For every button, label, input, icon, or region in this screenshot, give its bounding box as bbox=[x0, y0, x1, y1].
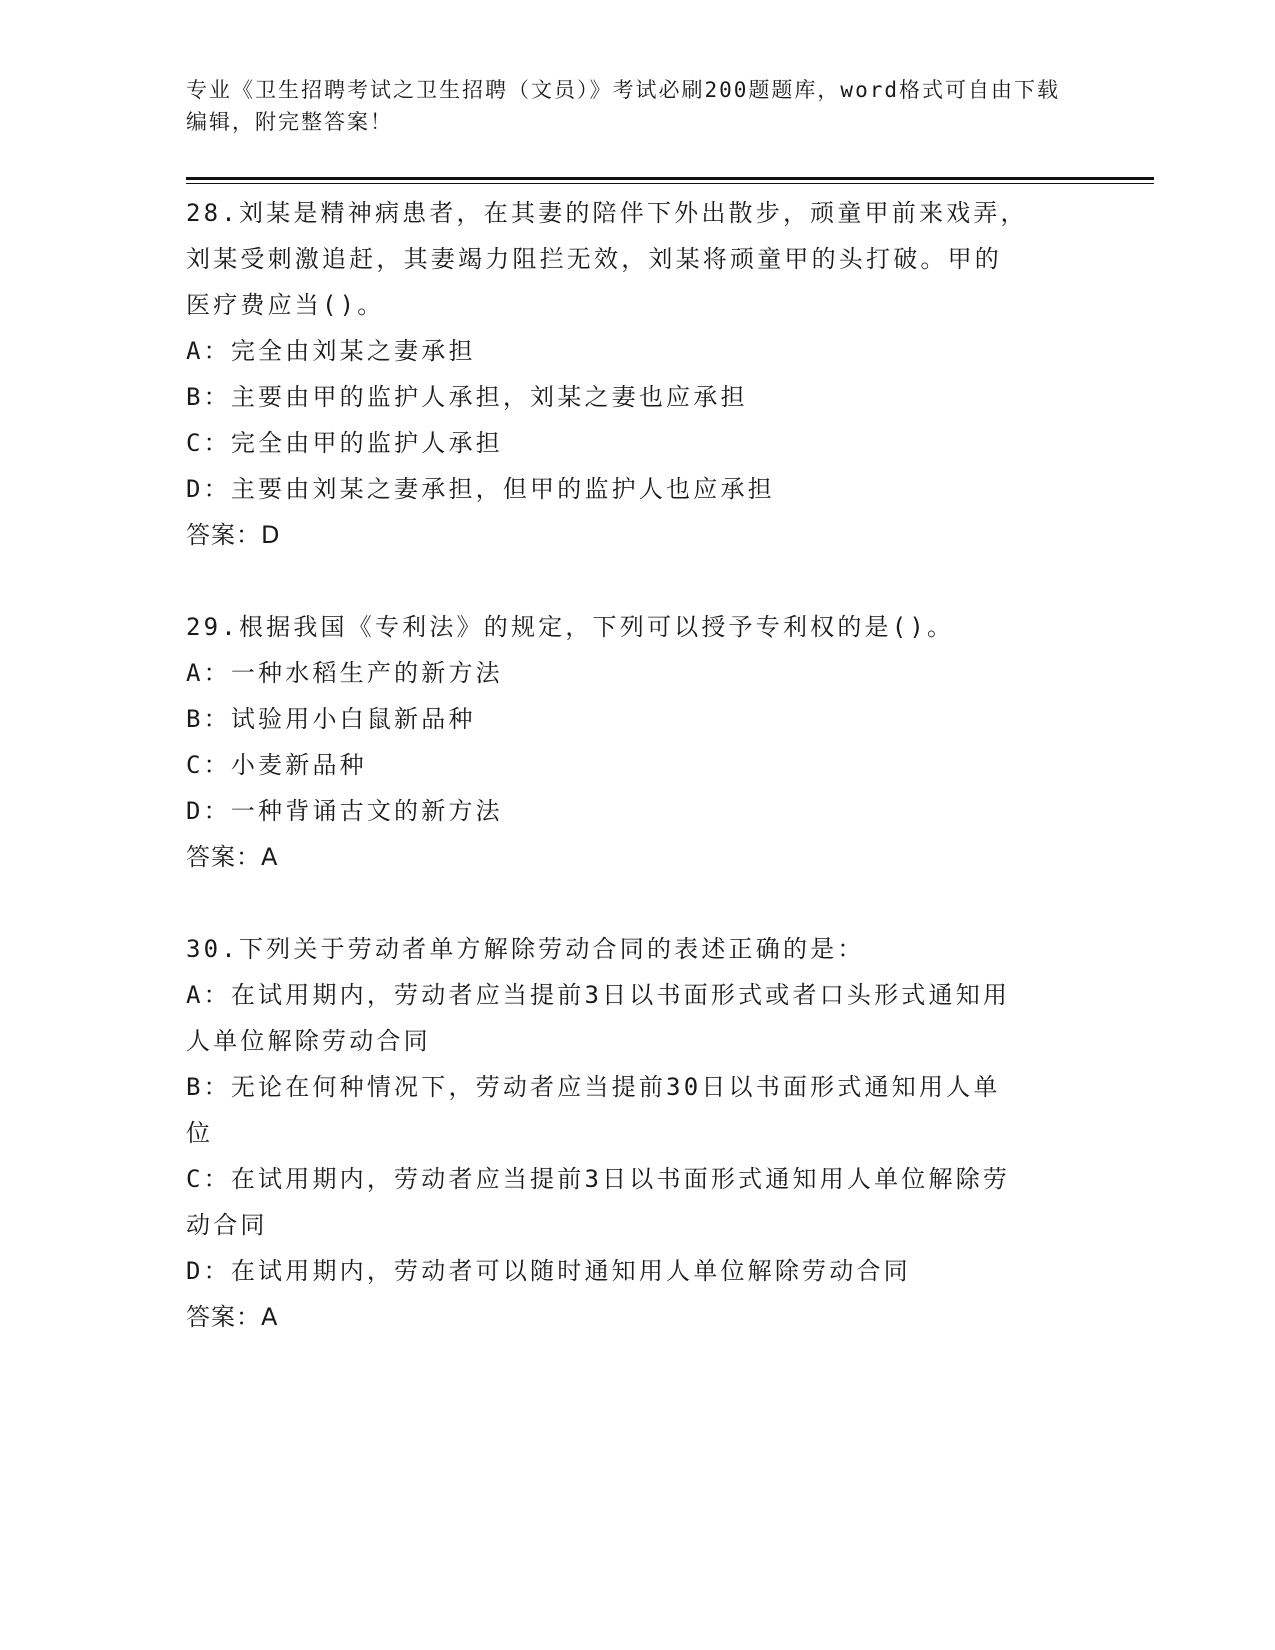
question-stem-line: 28.刘某是精神病患者，在其妻的陪伴下外出散步，顽童甲前来戏弄， bbox=[186, 199, 1028, 227]
option-d: D：在试用期内，劳动者可以随时通知用人单位解除劳动合同 bbox=[186, 1257, 911, 1285]
question-stem-line: 30.下列关于劳动者单方解除劳动合同的表述正确的是： bbox=[186, 935, 865, 963]
option-c: C：在试用期内，劳动者应当提前3日以书面形式通知用人单位解除劳 bbox=[186, 1165, 1011, 1193]
option-a: A：一种水稻生产的新方法 bbox=[186, 659, 503, 687]
header-rule-thick bbox=[186, 177, 1154, 180]
option-c-continued: 动合同 bbox=[186, 1211, 268, 1239]
question-28 bbox=[186, 190, 1066, 558]
option-a-continued: 人单位解除劳动合同 bbox=[186, 1027, 431, 1055]
option-d: D：主要由刘某之妻承担，但甲的监护人也应承担 bbox=[186, 475, 775, 503]
option-d: D：一种背诵古文的新方法 bbox=[186, 797, 503, 825]
answer-label: 答案：D bbox=[186, 521, 281, 549]
option-b: B：主要由甲的监护人承担，刘某之妻也应承担 bbox=[186, 383, 748, 411]
question-30 bbox=[186, 926, 1066, 1340]
document-header: 专业《卫生招聘考试之卫生招聘（文员）》考试必刷200题题库，word格式可自由下载编辑，附完整答案！ bbox=[186, 78, 1060, 134]
option-b-continued: 位 bbox=[186, 1119, 214, 1147]
question-list bbox=[186, 190, 1066, 1386]
question-stem-line: 医疗费应当()。 bbox=[186, 291, 385, 319]
option-c: C：小麦新品种 bbox=[186, 751, 367, 779]
option-c: C：完全由甲的监护人承担 bbox=[186, 429, 503, 457]
header-rule-thin bbox=[186, 183, 1154, 184]
answer-label: 答案：A bbox=[186, 843, 279, 871]
question-stem-line: 29.根据我国《专利法》的规定，下列可以授予专利权的是()。 bbox=[186, 613, 955, 641]
option-b: B：无论在何种情况下，劳动者应当提前30日以书面形式通知用人单 bbox=[186, 1073, 1001, 1101]
question-stem-line: 刘某受刺激追赶，其妻竭力阻拦无效，刘某将顽童甲的头打破。甲的 bbox=[186, 245, 1002, 273]
question-29 bbox=[186, 604, 1066, 880]
option-a: A：在试用期内，劳动者应当提前3日以书面形式或者口头形式通知用 bbox=[186, 981, 1011, 1009]
option-b: B：试验用小白鼠新品种 bbox=[186, 705, 476, 733]
option-a: A：完全由刘某之妻承担 bbox=[186, 337, 476, 365]
answer-label: 答案：A bbox=[186, 1303, 279, 1331]
